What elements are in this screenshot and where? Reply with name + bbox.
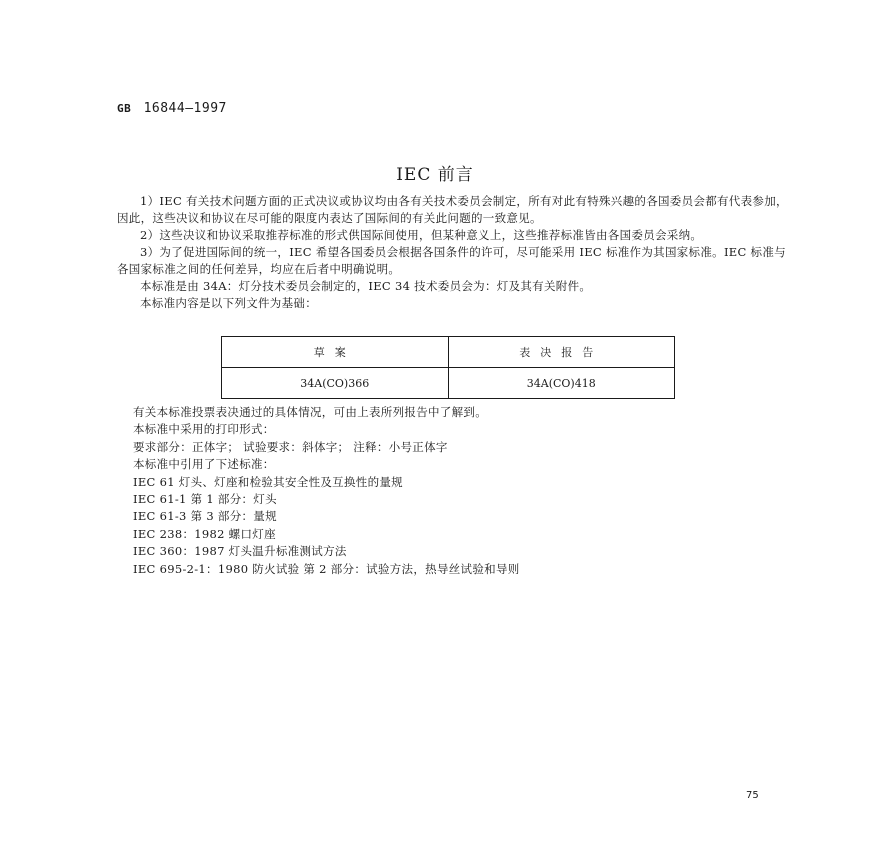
reference-item: IEC 360：1987 灯头温升标准测试方法 bbox=[133, 544, 347, 559]
reference-item: IEC 61 灯头、灯座和检验其安全性及互换性的量规 bbox=[133, 474, 403, 489]
header-draft: 草案 bbox=[222, 337, 449, 368]
text-line: 要求部分：正体字； 试验要求：斜体字； 注释：小号正体字 bbox=[133, 439, 448, 454]
reference-item: IEC 238：1982 螺口灯座 bbox=[133, 526, 276, 541]
paragraph-4: 本标准是由 34A：灯分技术委员会制定的，IEC 34 技术委员会为：灯及其有关附件。 bbox=[140, 279, 592, 293]
section-title: IEC 前言 bbox=[396, 165, 474, 185]
standard-header bbox=[117, 101, 227, 116]
document-basis-table bbox=[221, 336, 675, 399]
cell-voting-report: 34A(CO)418 bbox=[448, 368, 675, 399]
paragraph-1: 1）IEC 有关技术问题方面的正式决议或协议均由各有关技术委员会制定，所有对此有特殊兴趣的各国委员会都有代表参加，因此，这些决议和协议在尽可能的限度内表达了国际间的有关此问题的一致意见。 bbox=[117, 194, 788, 225]
foreword-body bbox=[117, 193, 792, 312]
reference-item: IEC 61-3 第 3 部分：量规 bbox=[133, 509, 277, 524]
reference-item: IEC 61-1 第 1 部分：灯头 bbox=[133, 492, 277, 507]
reference-item: IEC 695-2-1：1980 防火试验 第 2 部分：试验方法，热导丝试验和导则 bbox=[133, 561, 520, 576]
reference-list bbox=[133, 404, 793, 578]
paragraph-5: 本标准内容是以下列文件为基础： bbox=[140, 296, 317, 310]
page-number: 75 bbox=[746, 790, 759, 801]
cell-draft: 34A(CO)366 bbox=[222, 368, 449, 399]
text-line: 有关本标准投票表决通过的具体情况，可由上表所列报告中了解到。 bbox=[133, 405, 487, 419]
text-line: 本标准中采用的打印形式： bbox=[133, 422, 275, 437]
paragraph-3: 3）为了促进国际间的统一，IEC 希望各国委员会根据各国条件的许可，尽可能采用 IEC 标准作为其国家标准。IEC 标准与各国家标准之间的任何差异，均应在后者中明确说明。 bbox=[117, 245, 786, 276]
gb-label: GB bbox=[117, 102, 132, 115]
text-line: 本标准中引用了下述标准： bbox=[133, 457, 275, 472]
table-header-row bbox=[222, 337, 675, 368]
header-voting-report: 表决报告 bbox=[448, 337, 675, 368]
table-row bbox=[222, 368, 675, 399]
paragraph-2: 2）这些决议和协议采取推荐标准的形式供国际间使用，但某种意义上，这些推荐标准皆由各国委员会采纳。 bbox=[140, 228, 703, 242]
standard-number: 16844—1997 bbox=[143, 101, 227, 116]
